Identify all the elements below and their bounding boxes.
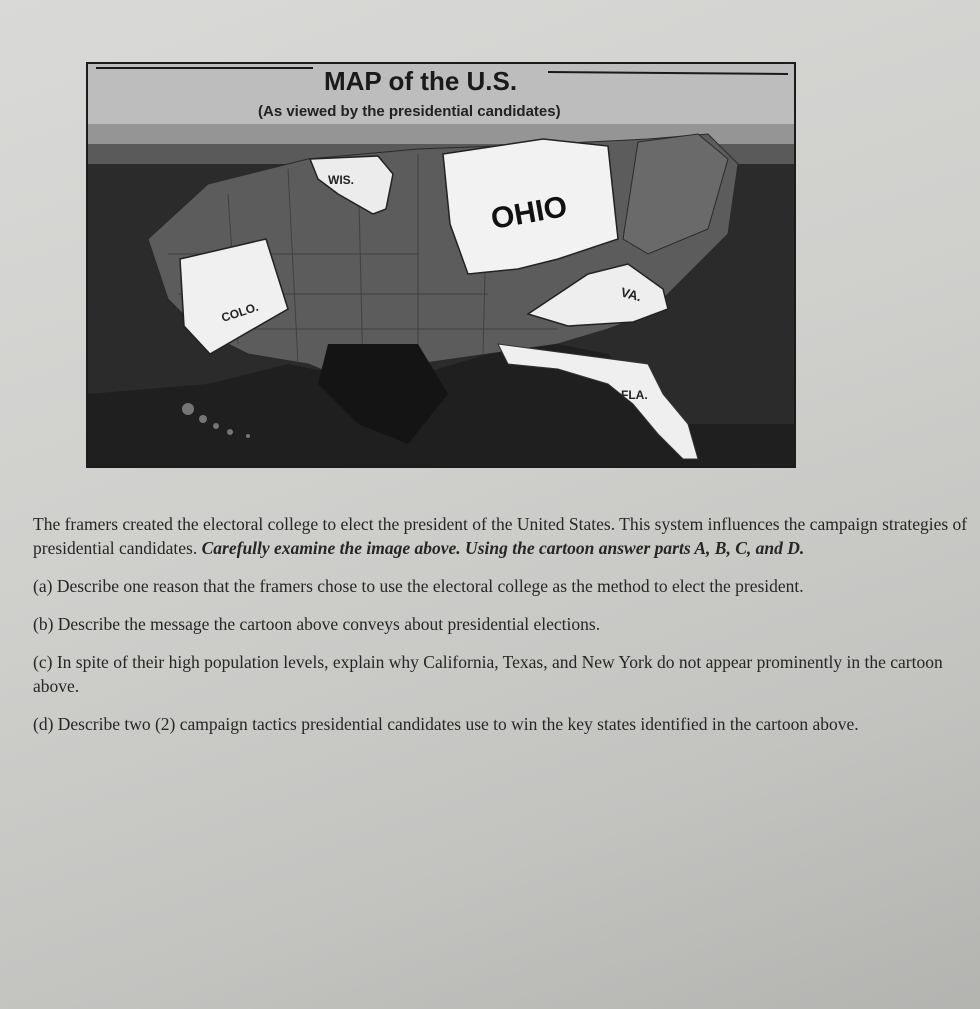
cartoon-subtitle: (As viewed by the presidential candidates) [258,103,561,120]
part-label: (a) [33,576,53,596]
label-colorado: COLO. [219,299,261,325]
question-part-c [33,650,968,698]
question-part-d [33,712,968,736]
question-part-b [33,612,968,636]
part-label: (b) [33,614,54,634]
label-florida: FLA. [621,388,648,402]
part-label: (c) [33,652,53,672]
part-text: Describe two (2) campaign tactics presidential candidates use to win the key states identified in the cartoon above. [57,714,859,734]
question-intro [33,512,968,560]
us-map-drawing [88,64,794,466]
political-cartoon-map [86,62,796,468]
part-text: In spite of their high population levels, explain why California, Texas, and New York do not appear prominently in the cartoon above. [33,652,943,696]
cartoon-title: MAP of the U.S. [324,66,518,96]
part-text: Describe one reason that the framers chose to use the electoral college as the method to elect the president. [56,576,804,596]
intro-text: The framers created the electoral college to elect the president of the United States. This system influences the campaign strategies of presidential candidates. [33,514,968,558]
label-ohio: OHIO [488,190,570,236]
label-wisconsin: WIS. [328,173,354,187]
label-virginia: VA. [619,284,644,305]
question-block [33,512,968,736]
part-label: (d) [33,714,54,734]
part-text: Describe the message the cartoon above conveys about presidential elections. [57,614,601,634]
instruction-text: Carefully examine the image above. Using the cartoon answer parts A, B, C, and D. [201,538,805,558]
question-part-a [33,574,968,598]
